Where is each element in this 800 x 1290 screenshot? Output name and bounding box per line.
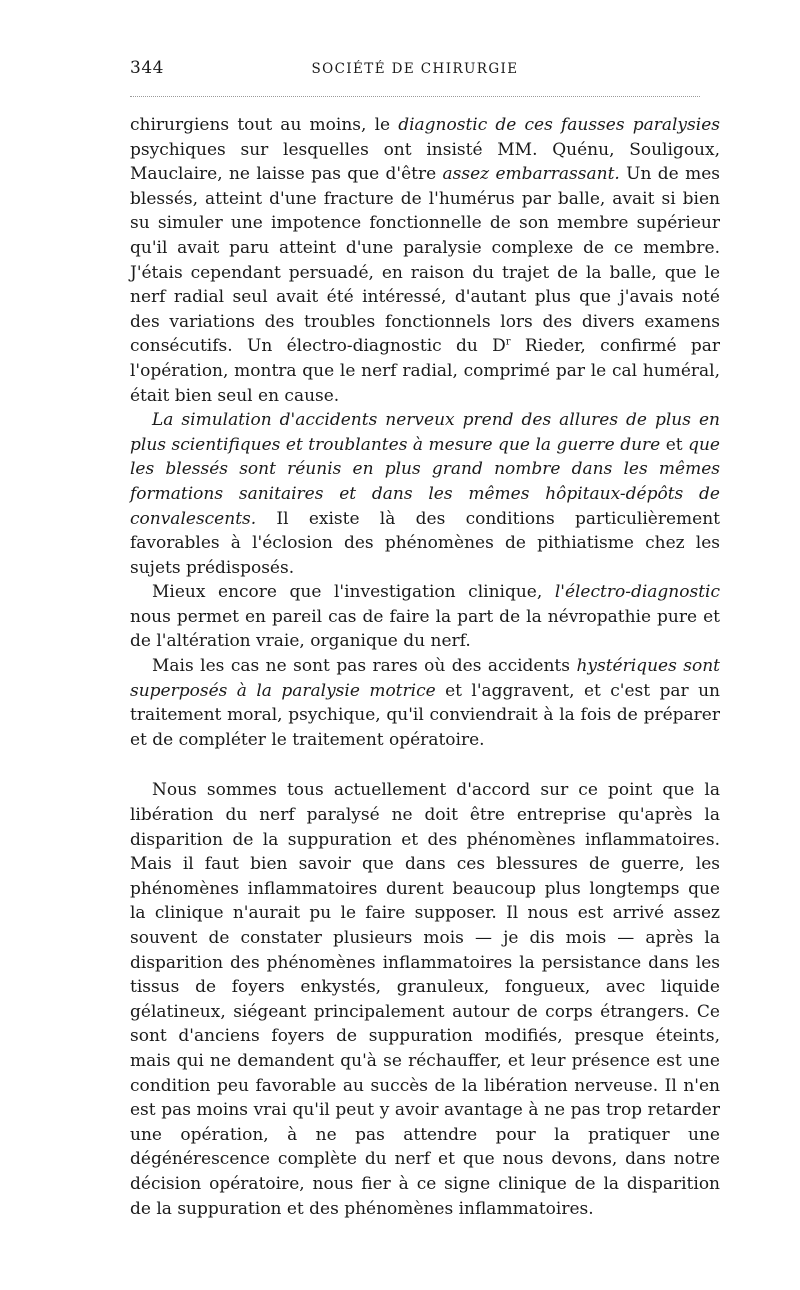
text-run: psychiques sur lesquelles ont insisté MM. Quénu, Souligoux, Mauclaire, ne laisse pas que d'être bbox=[130, 139, 720, 185]
text-run: Rieder, confirmé par l'opération, montra que le nerf radial, comprimé par le cal huméral, était bien seul en cause. bbox=[130, 336, 720, 406]
italic-text: assez embarrassant. bbox=[442, 164, 620, 185]
text-run: Nous sommes tous actuellement d'accord sur ce point que la libération du nerf paralysé ne doit être entreprise qu'après la disparition de la suppuration et des phénomènes inflammatoires. Mais il faut bien savoir que dans ces blessures de guerre, les phénomènes inflammatoires durent beaucoup plus longtemps que la clinique n'aurait pu le faire supposer. Il nous est arrivé assez souvent de constater plusieurs mois — je dis mois — après la disparition des phénomènes inflammatoires la persistance dans les tissus de foyers enkystés, granuleux, fongueux, avec liquide gélatineux, siégeant principalement autour de corps étrangers. Ce sont d'anciens foyers de suppuration modifiés, presque éteints, mais qui ne demandent qu'à se réchauffer, et leur présence est une condition peu favorable au succès de la libération nerveuse. Il n'en est pas moins vrai qu'il peut y avoir avantage à ne pas trop retarder une opération, à ne pas attendre pour la pratiquer une dégénérescence complète du nerf et que nous devons, dans notre décision opératoire, nous fier à ce signe clinique de la disparition de la suppuration et des phénomènes inflammatoires. bbox=[130, 780, 720, 1219]
paragraph bbox=[130, 113, 720, 408]
italic-text: diagnostic de ces fausses paralysies bbox=[398, 115, 720, 135]
text-run: Mais les cas ne sont pas rares où des accidents bbox=[152, 656, 577, 677]
text-run: Il existe là des conditions particulièrement favorables à l'éclosion des phénomènes de pithiatisme chez les sujets prédisposés. bbox=[130, 508, 720, 578]
italic-text: que les blessés sont réunis en plus grand nombre dans les mêmes formations sanitaires et dans les mêmes hôpitaux-dépôts de convalescents. bbox=[130, 434, 720, 529]
text-run: et bbox=[660, 434, 689, 455]
paragraph bbox=[130, 408, 720, 580]
text-run: nous permet en pareil cas de faire la part de la névropathie pure et de l'altération vraie, organique du nerf. bbox=[130, 606, 720, 652]
page-number: 344 bbox=[130, 58, 164, 78]
running-title: SOCIÉTÉ DE CHIRURGIE bbox=[311, 61, 519, 77]
text-run: Mieux encore que l'investigation clinique, bbox=[152, 582, 555, 603]
page-header bbox=[130, 58, 700, 86]
text-run: chirurgiens tout au moins, le bbox=[130, 115, 399, 135]
body-text bbox=[130, 113, 720, 1221]
italic-text: l'électro-diagnostic bbox=[554, 582, 720, 603]
text-run: et l'aggravent, et c'est par un traitement moral, psychique, qu'il conviendrait à la fois de préparer et de compléter le traitement opératoire. bbox=[130, 680, 720, 750]
paragraph bbox=[130, 580, 720, 654]
paragraph-gap bbox=[130, 752, 720, 778]
paragraph bbox=[130, 778, 720, 1221]
header-rule bbox=[130, 96, 700, 97]
italic-text: La simulation d'accidents nerveux prend des allures de plus en plus scientifiques et troublantes à mesure que la guerre dure bbox=[130, 410, 720, 455]
paragraph bbox=[130, 654, 720, 752]
text-run: Un de mes blessés, atteint d'une fracture de l'humérus par balle, avait si bien su simuler une impotence fonctionnelle de son membre supérieur qu'il avait paru atteint d'une paralysie complexe de ce membre. J'étais cependant persuadé, en raison du trajet de la balle, que le nerf radial seul avait été intéressé, d'autant plus que j'avais noté des variations des troubles fonctionnels lors des divers examens consécutifs. Un électro-diagnostic du D bbox=[130, 164, 720, 357]
superscript-text: r bbox=[505, 336, 511, 348]
italic-text: hystériques sont superposés à la paralysie motrice bbox=[130, 656, 720, 701]
